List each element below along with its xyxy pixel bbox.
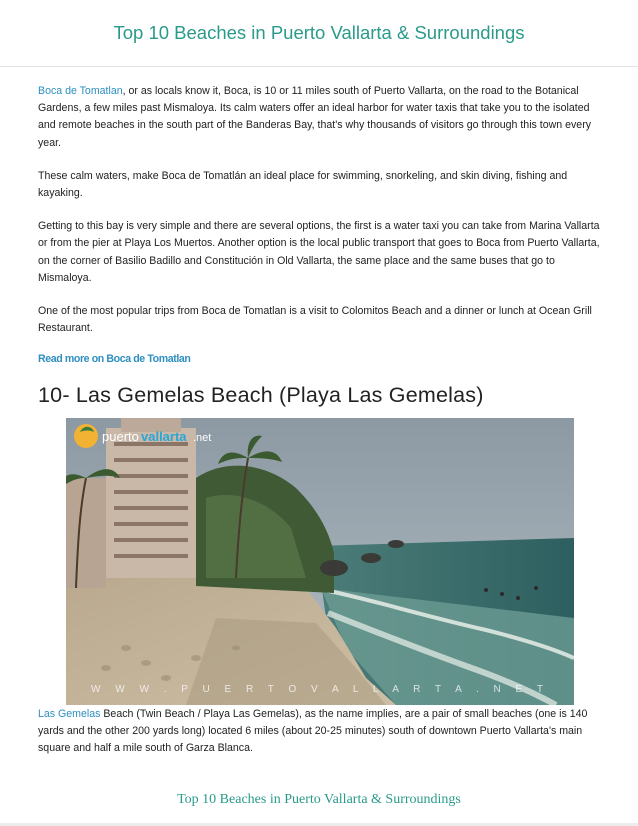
logo-text-vallarta: vallarta	[141, 429, 187, 444]
intro-paragraph-2: These calm waters, make Boca de Tomatlán an ideal place for swimming, snorkeling, and skin diving, fishing and kayaking.	[38, 169, 568, 200]
las-gemelas-link[interactable]: Las Gemelas	[38, 708, 101, 720]
intro-content	[38, 83, 604, 369]
page-footer-title: Top 10 Beaches in Puerto Vallarta & Surroundings	[177, 792, 461, 807]
las-gemelas-description-text: Beach (Twin Beach / Playa Las Gemelas), as the name implies, are a pair of small beaches (one is 140 yards and the other 200 yards long) located 6 miles (about 20-25 minutes) south of downtown Puerto Vallarta's main square and half a mile south of Garza Blanca.	[38, 708, 588, 755]
boca-de-tomatlan-link[interactable]: Boca de Tomatlan	[38, 85, 123, 97]
intro-paragraph-4: One of the most popular trips from Boca de Tomatlan is a visit to Colomitos Beach and a dinner or lunch at Ocean Grill Restaurant.	[38, 305, 592, 335]
intro-paragraph-3: Getting to this bay is very simple and there are several options, the first is a water taxi you can take from Marina Vallarta or from the pier at Playa Los Muertos. Another option is the local public transport that goes to Boca from Puerto Vallarta, on the corner of Basilio Badillo and Constitución in Old Vallarta, the same place and the same buses that go to Mismaloya.	[38, 220, 600, 284]
beach-photo	[66, 418, 574, 705]
read-more-link[interactable]: Read more on Boca de Tomatlan	[38, 353, 191, 366]
intro-paragraph-1-text: , or as locals know it, Boca, is 10 or 11 miles south of Puerto Vallarta, on the road to the Botanical Gardens, a few miles past Mismaloya. Its calm waters offer an ideal harbor for water taxis that take you to the isolated and remote beaches in the south part of the Banderas Bay, that's why thousands of visitors go through this town every year.	[38, 85, 592, 149]
las-gemelas-description	[38, 706, 604, 758]
page-header-title: Top 10 Beaches in Puerto Vallarta & Surroundings	[113, 22, 525, 43]
section-heading: 10- Las Gemelas Beach (Playa Las Gemelas)	[38, 383, 484, 407]
photo-watermark: W W W . P U E R T O V A L L A R T A . N E T	[91, 684, 549, 695]
header-divider	[0, 66, 638, 67]
logo-text-net: .net	[193, 432, 212, 444]
logo-text-puerto: puerto	[102, 429, 139, 444]
intro-paragraph-1	[38, 83, 604, 152]
